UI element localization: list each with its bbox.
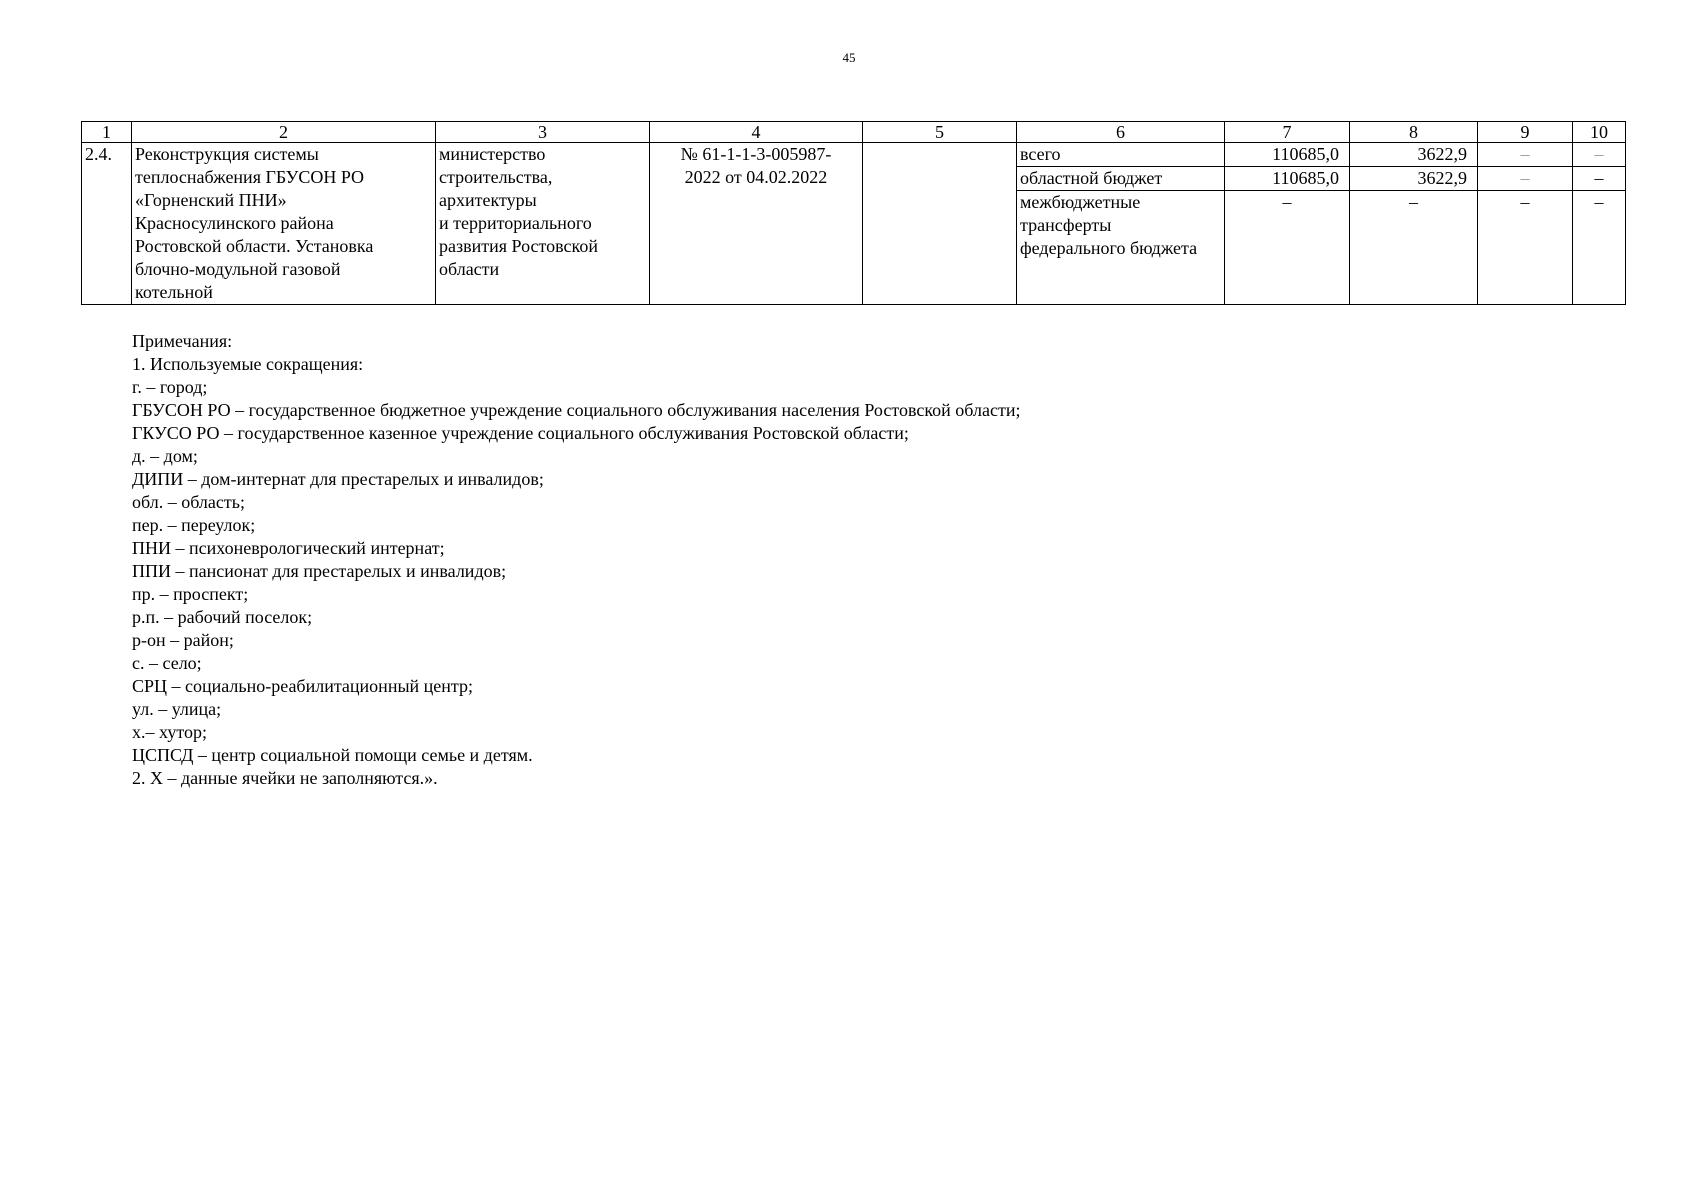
header-cell: 8 <box>1350 122 1478 143</box>
header-cell: 6 <box>1017 122 1225 143</box>
ministry-cell <box>436 143 650 305</box>
note-line: р.п. – рабочий поселок; <box>132 607 313 627</box>
note-line: 1. Используемые сокращения: <box>132 354 364 374</box>
object-name-line: блочно-модульной газовой <box>135 259 341 279</box>
note-line: ул. – улица; <box>132 699 222 719</box>
object-name-line: «Горненский ПНИ» <box>135 190 287 210</box>
note-line: СРЦ – социально-реабилитационный центр; <box>132 676 474 696</box>
note-line: с. – село; <box>132 653 202 673</box>
value-cell: 3622,9 <box>1350 143 1478 167</box>
value-cell: – <box>1573 191 1626 305</box>
value-cell: – <box>1573 143 1626 167</box>
program-table <box>81 121 1626 305</box>
note-line: х.– хутор; <box>132 722 207 742</box>
ministry-line: развития Ростовской <box>439 236 598 256</box>
document-line: 2022 от 04.02.2022 <box>684 167 828 187</box>
header-cell: 9 <box>1478 122 1573 143</box>
funding-label-line: федерального бюджета <box>1020 238 1198 258</box>
table-row <box>82 143 1626 167</box>
ministry-line: министерство <box>439 144 546 164</box>
note-line: 2. Х – данные ячейки не заполняются.». <box>132 768 438 788</box>
table-header-row <box>82 122 1626 143</box>
object-name-line: Реконструкция системы <box>135 144 319 164</box>
document-cell <box>650 143 863 305</box>
value-cell: – <box>1573 167 1626 191</box>
col5-cell <box>863 143 1017 305</box>
page-number: 45 <box>842 50 856 65</box>
ministry-line: и территориального <box>439 213 592 233</box>
value-cell: – <box>1478 143 1573 167</box>
header-cell: 10 <box>1573 122 1626 143</box>
object-name-line: котельной <box>135 282 213 302</box>
object-name-cell <box>132 143 436 305</box>
value-cell: – <box>1478 167 1573 191</box>
object-name-line: Красносулинского района <box>135 213 334 233</box>
header-cell: 4 <box>650 122 863 143</box>
note-line: пр. – проспект; <box>132 584 249 604</box>
funding-label-line: межбюджетные <box>1020 192 1141 212</box>
note-line: ГКУСО РО – государственное казенное учреждение социального обслуживания Ростовской области; <box>132 423 909 443</box>
note-line: ЦСПСД – центр социальной помощи семье и детям. <box>132 745 533 765</box>
value-cell: – <box>1225 191 1350 305</box>
funding-label: областной бюджет <box>1017 167 1225 191</box>
ministry-line: области <box>439 259 500 279</box>
funding-label: всего <box>1017 143 1225 167</box>
document-line: № 61-1-1-3-005987- <box>680 144 832 164</box>
notes-section <box>132 330 1020 790</box>
header-cell: 5 <box>863 122 1017 143</box>
note-line: ГБУСОН РО – государственное бюджетное учреждение социального обслуживания населения Ростовской области; <box>132 400 1021 420</box>
value-cell: – <box>1350 191 1478 305</box>
row-number: 2.4. <box>82 143 132 305</box>
note-line: р-он – район; <box>132 630 234 650</box>
note-line: ПНИ – психоневрологический интернат; <box>132 538 445 558</box>
ministry-line: строительства, <box>439 167 553 187</box>
note-line: ППИ – пансионат для престарелых и инвалидов; <box>132 561 507 581</box>
object-name-line: теплоснабжения ГБУСОН РО <box>135 167 365 187</box>
header-cell: 1 <box>82 122 132 143</box>
value-cell: 110685,0 <box>1225 167 1350 191</box>
funding-label <box>1017 191 1225 305</box>
value-cell: 3622,9 <box>1350 167 1478 191</box>
notes-title: Примечания: <box>132 331 233 351</box>
value-cell: 110685,0 <box>1225 143 1350 167</box>
note-line: ДИПИ – дом-интернат для престарелых и инвалидов; <box>132 469 544 489</box>
note-line: д. – дом; <box>132 446 198 466</box>
note-line: пер. – переулок; <box>132 515 256 535</box>
funding-label-line: трансферты <box>1020 215 1112 235</box>
header-cell: 3 <box>436 122 650 143</box>
object-name-line: Ростовской области. Установка <box>135 236 374 256</box>
ministry-line: архитектуры <box>439 190 537 210</box>
header-cell: 7 <box>1225 122 1350 143</box>
header-cell: 2 <box>132 122 436 143</box>
note-line: г. – город; <box>132 377 208 397</box>
value-cell: – <box>1478 191 1573 305</box>
note-line: обл. – область; <box>132 492 245 512</box>
